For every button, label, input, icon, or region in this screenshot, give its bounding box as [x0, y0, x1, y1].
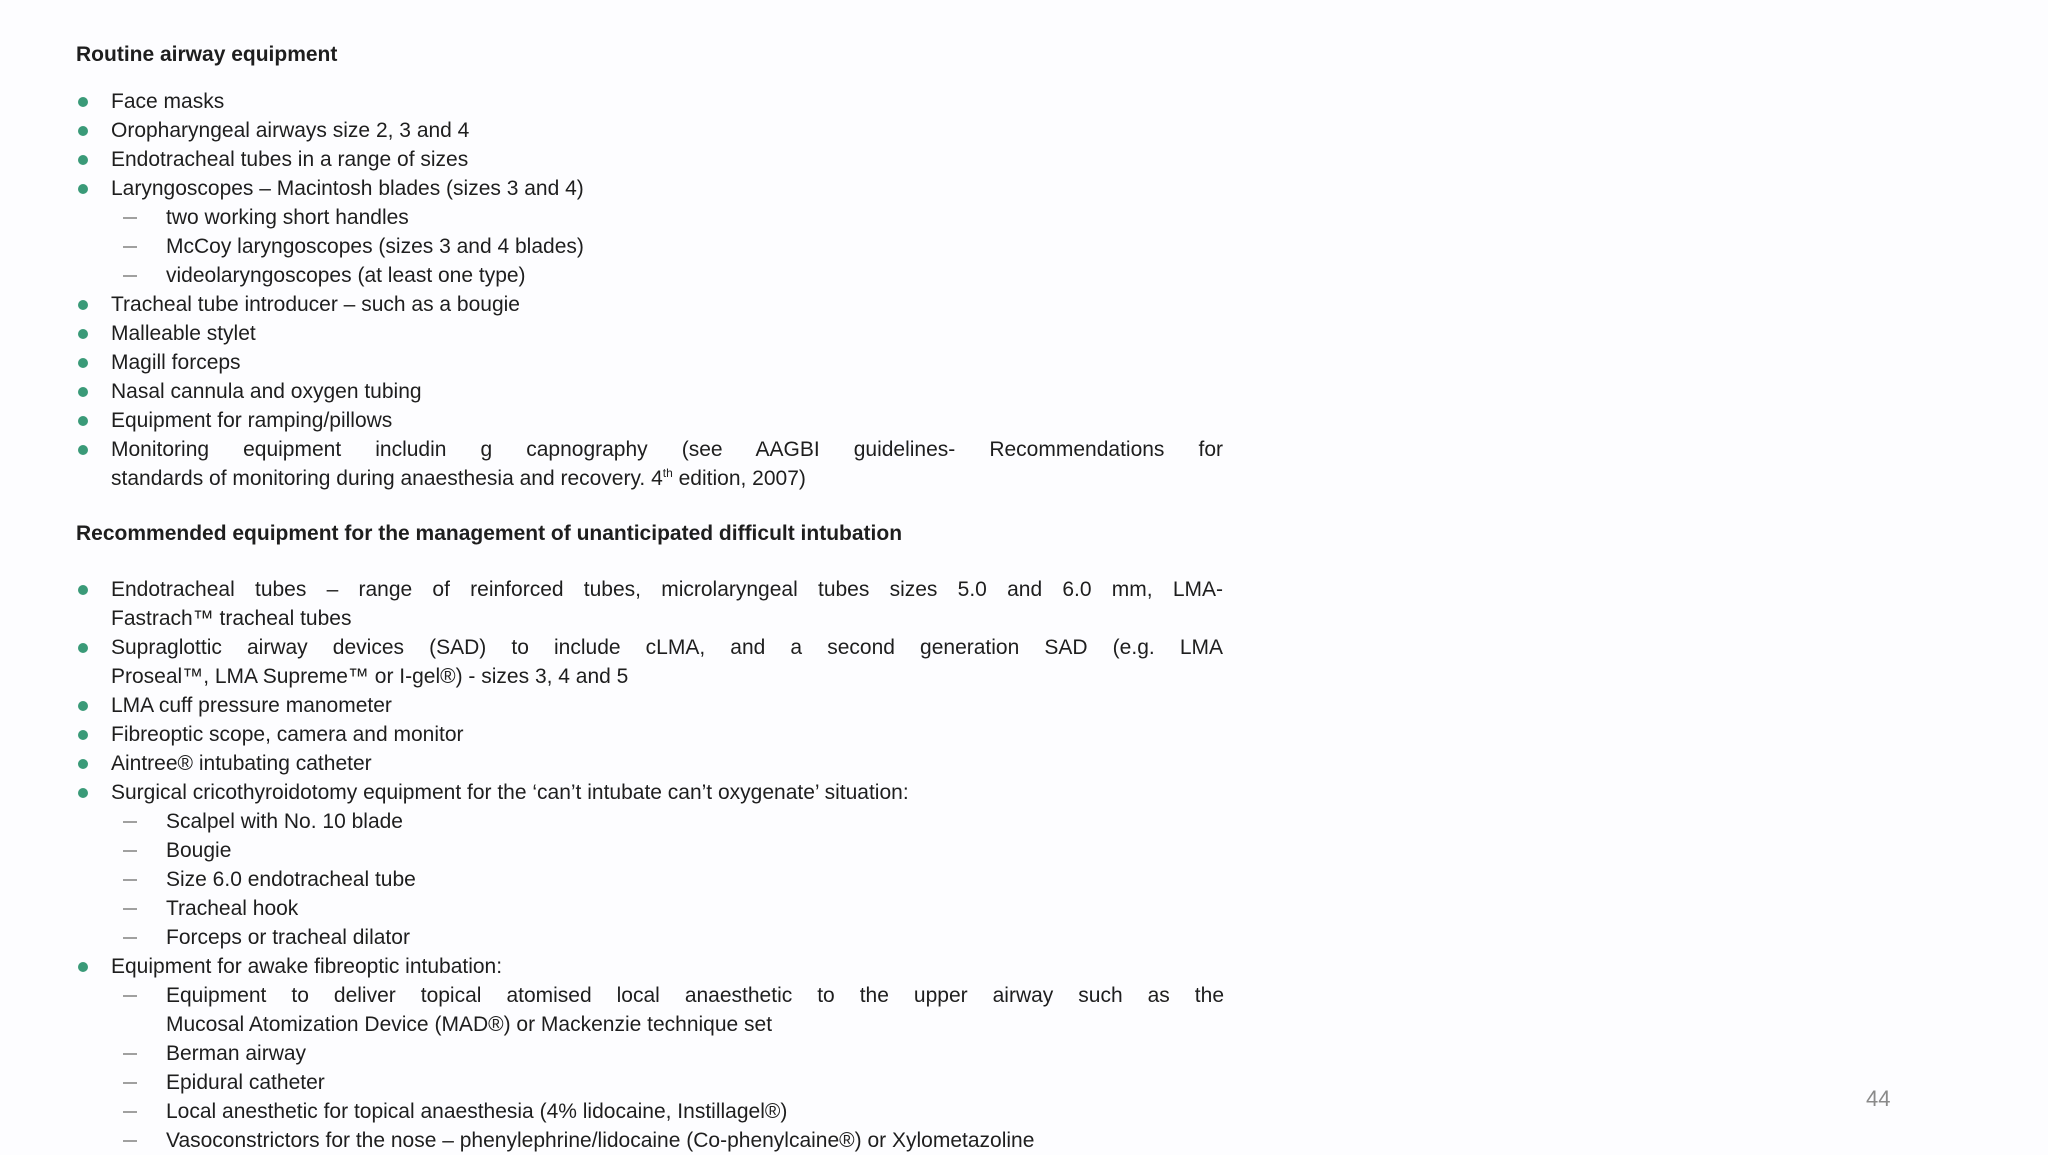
slide-content [76, 40, 1236, 1155]
sub-list-item [76, 1097, 1236, 1126]
sub-list-item [76, 865, 1236, 894]
item-text: edition, 2007) [672, 467, 806, 490]
list-item [76, 575, 1236, 633]
item-text: Surgical cricothyroidotomy equipment for the ‘can’t intubate can’t oxygenate’ situation: [111, 781, 909, 804]
list-item [76, 377, 1236, 406]
item-text-line: Fastrach™ tracheal tubes [111, 607, 352, 630]
list-item [76, 952, 1236, 981]
list-item [76, 116, 1236, 145]
sub-list-item [76, 836, 1236, 865]
item-text-line [111, 464, 1223, 493]
list-item [76, 174, 1236, 203]
sub-item-text: Berman airway [166, 1042, 307, 1065]
section-heading-difficult-intubation: Recommended equipment for the management of unanticipated difficult intubation [76, 522, 903, 545]
sub-item-text: videolaryngoscopes (at least one type) [166, 264, 526, 287]
sub-item-text: Forceps or tracheal dilator [166, 926, 410, 949]
sub-list-item [76, 923, 1236, 952]
list-item [76, 145, 1236, 174]
list-item [76, 406, 1236, 435]
section-heading-routine: Routine airway equipment [76, 43, 338, 66]
list-item [76, 633, 1236, 691]
list-item [76, 290, 1236, 319]
list-item [76, 778, 1236, 807]
list-item [76, 749, 1236, 778]
item-text: Tracheal tube introducer – such as a bougie [111, 293, 520, 316]
sub-item-text: McCoy laryngoscopes (sizes 3 and 4 blades) [166, 235, 584, 258]
sub-item-text-line: Mucosal Atomization Device (MAD®) or Mackenzie technique set [166, 1013, 773, 1036]
list-item [76, 348, 1236, 377]
list-item [76, 319, 1236, 348]
item-text: Nasal cannula and oxygen tubing [111, 380, 422, 403]
sub-list-item [76, 232, 1236, 261]
sub-list-item [76, 203, 1236, 232]
sub-item-text: Size 6.0 endotracheal tube [166, 868, 416, 891]
item-text: Malleable stylet [111, 322, 256, 345]
item-text-line: Endotracheal tubes – range of reinforced tubes, microlaryngeal tubes sizes 5.0 and 6.0 mm, LMA- [111, 578, 1223, 601]
item-text: Aintree® intubating catheter [111, 752, 372, 775]
item-text: Endotracheal tubes in a range of sizes [111, 148, 469, 171]
sub-item-text: Bougie [166, 839, 232, 862]
sub-list-item [76, 1039, 1236, 1068]
item-text: Magill forceps [111, 351, 241, 374]
sub-item-text: Tracheal hook [166, 897, 299, 920]
sub-item-text: Epidural catheter [166, 1071, 325, 1094]
list-item [76, 720, 1236, 749]
item-text: standards of monitoring during anaesthesia and recovery. 4 [111, 467, 663, 490]
item-text: Fibreoptic scope, camera and monitor [111, 723, 464, 746]
sub-list-item [76, 261, 1236, 290]
item-text: LMA cuff pressure manometer [111, 694, 392, 717]
sub-item-text: Scalpel with No. 10 blade [166, 810, 403, 833]
superscript: th [662, 466, 673, 480]
page-number: 44 [1866, 1086, 1891, 1111]
item-text: Face masks [111, 90, 225, 113]
item-text: Oropharyngeal airways size 2, 3 and 4 [111, 119, 470, 142]
routine-equipment-list [76, 87, 1236, 493]
sub-item-text: Local anesthetic for topical anaesthesia (4% lidocaine, Instillagel®) [166, 1100, 788, 1123]
sub-list-item [76, 1126, 1236, 1155]
item-text-line: Monitoring equipment includin g capnography (see AAGBI guidelines- Recommendations for [111, 438, 1223, 461]
difficult-intubation-list [76, 575, 1236, 1155]
item-text: Equipment for awake fibreoptic intubation: [111, 955, 503, 978]
list-item [76, 691, 1236, 720]
sub-item-text: Vasoconstrictors for the nose – phenylephrine/lidocaine (Co-phenylcaine®) or Xylometazoline [166, 1129, 1035, 1152]
item-text-line: Supraglottic airway devices (SAD) to include cLMA, and a second generation SAD (e.g. LMA [111, 636, 1223, 659]
list-item [76, 87, 1236, 116]
item-text: Laryngoscopes – Macintosh blades (sizes 3 and 4) [111, 177, 584, 200]
item-text-line: Proseal™, LMA Supreme™ or I-gel®) - sizes 3, 4 and 5 [111, 665, 629, 688]
sub-list-item [76, 807, 1236, 836]
item-text: Equipment for ramping/pillows [111, 409, 393, 432]
sub-item-text: two working short handles [166, 206, 409, 229]
sub-list-item [76, 894, 1236, 923]
list-item [76, 435, 1236, 493]
sub-item-text-line: Equipment to deliver topical atomised local anaesthetic to the upper airway such as the [166, 984, 1224, 1007]
sub-list-item [76, 1068, 1236, 1097]
sub-list-item [76, 981, 1236, 1039]
